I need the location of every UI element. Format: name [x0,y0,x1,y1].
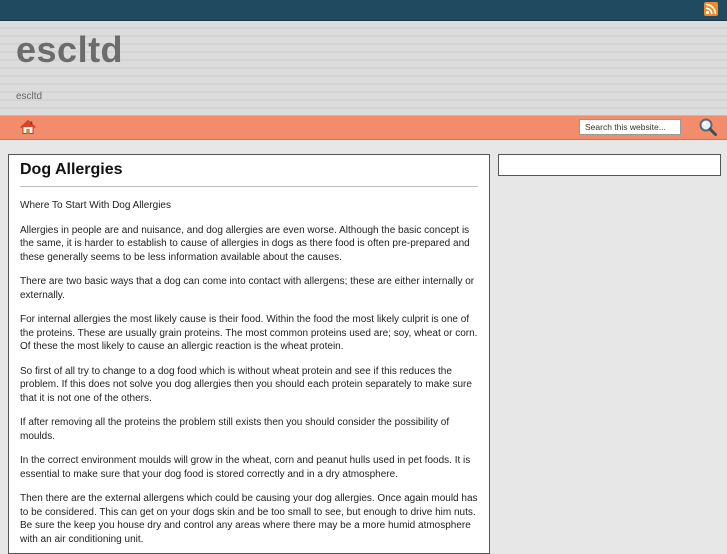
post-paragraph: Allergies in people are and nuisance, and dog allergies are even worse. Although the basic concept is the same, it is harder to establish to cause of allergies in dogs as there food is often pre-prepared and these generally seems to be less information available about the causes. [20,224,470,263]
post-body [20,199,480,554]
site-tagline: escltd [16,91,43,102]
post-paragraph: Then there are the external allergens which could be causing your dog allergies. Once again mould has to be considered. This can get on your dogs skin and be too small to see, but enough to drive him nuts. Be sure the keep you house dry and control any areas where there may be a more humid atmosphere with an air conditioning unit. [20,493,478,545]
title-divider [20,186,478,187]
post-content [8,154,490,554]
home-icon[interactable] [20,119,36,135]
top-bar [0,0,727,21]
post-paragraph: There are two basic ways that a dog can come into contact with allergens; these are either internally or externally. [20,276,475,301]
site-header [0,21,727,115]
post-paragraph: Where To Start With Dog Allergies [20,200,171,211]
nav-bar [0,115,727,140]
magnifier-icon[interactable] [698,117,718,137]
post-paragraph: If after removing all the proteins the problem still exists then you should consider the possibility of moulds. [20,417,450,442]
post-paragraph: So first of all try to change to a dog food which is without wheat protein and see if this reduces the problem. If this does not solve you dog allergies then you should each protein separately to make sure that it is not one of the others. [20,365,472,404]
sidebar-widget [498,154,721,176]
post-title[interactable]: Dog Allergies [20,161,123,178]
search-input[interactable] [579,119,681,135]
post-paragraph: In the correct environment moulds will grow in the wheat, corn and peanut hulls used in pet foods. It is essential to make sure that your dog food is stored correctly and in a dry atmosphere. [20,455,471,480]
rss-icon[interactable] [704,2,718,16]
post-paragraph: For internal allergies the most likely cause is their food. Within the food the most likely culprit is one of the proteins. These are usually grain proteins. The most common proteins used are; soy, wheat or corn. Of these the most likely to cause an allergic reaction is the wheat protein. [20,314,478,352]
site-title[interactable]: escltd [16,29,124,70]
